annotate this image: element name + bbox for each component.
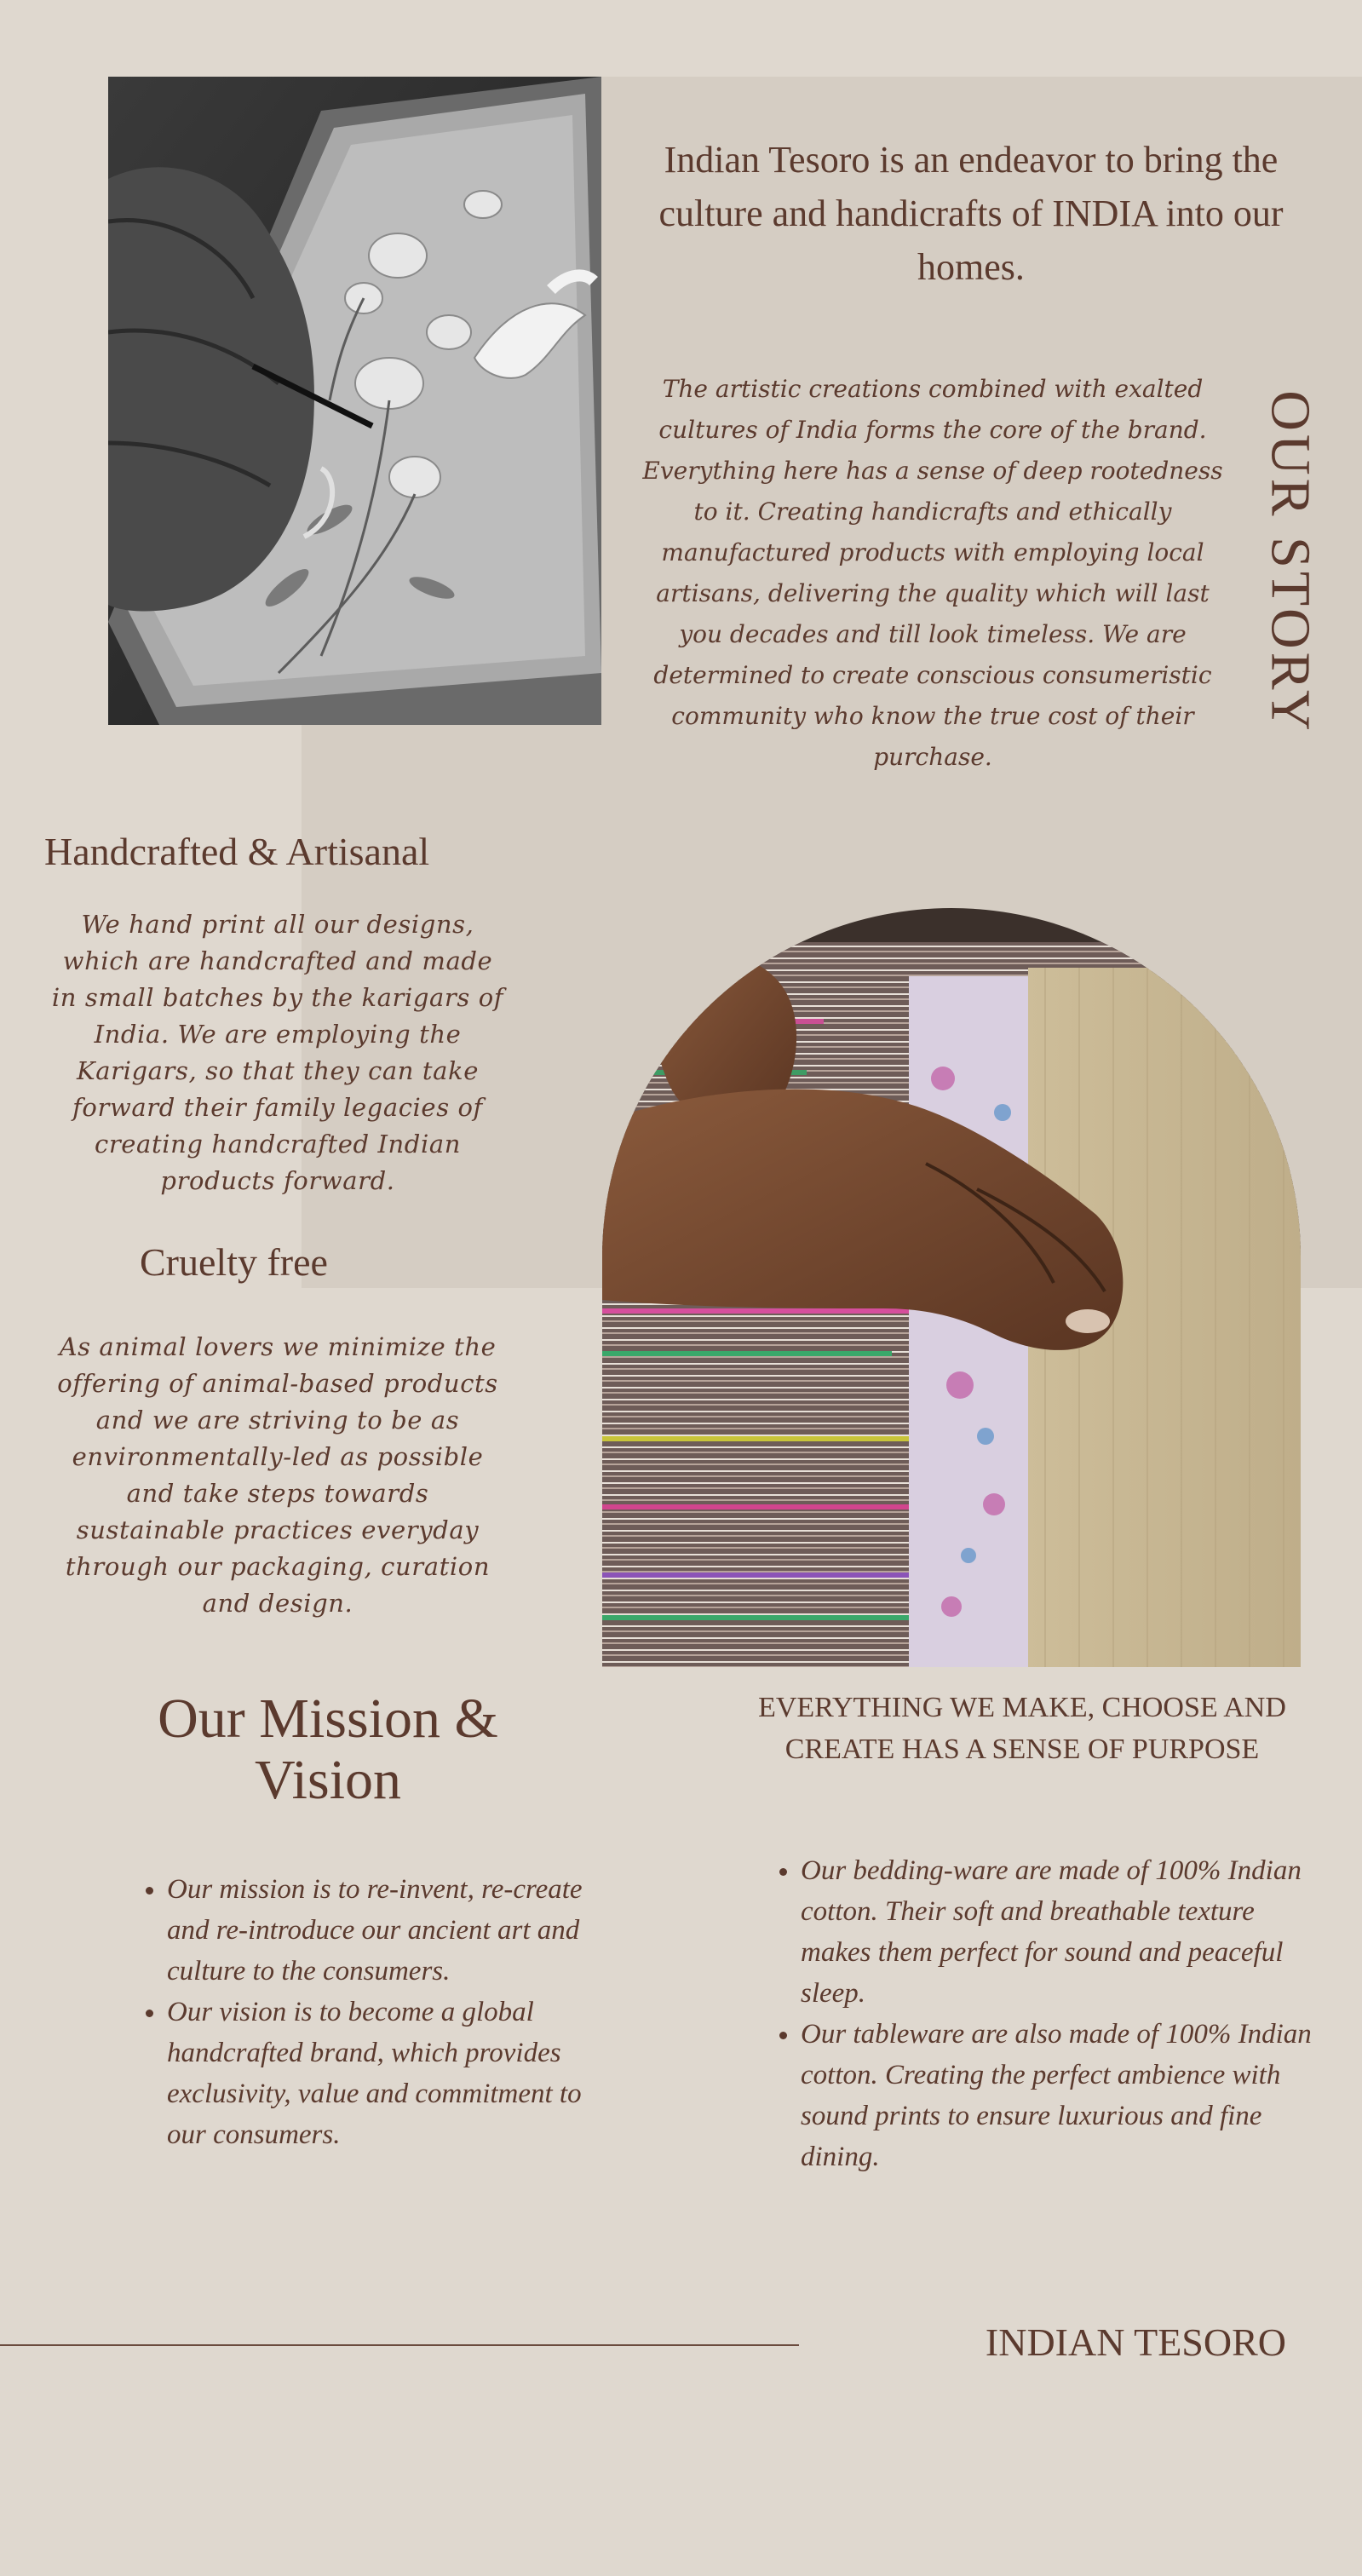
handcrafted-heading: Handcrafted & Artisanal [44, 830, 430, 873]
mission-item: • Our mission is to re-invent, re-create and re-introduce our ancient art and culture to the consumers. [167, 1869, 627, 1992]
purpose-heading: EVERYTHING WE MAKE, CHOOSE AND CREATE HAS A SENSE OF PURPOSE [758, 1692, 1286, 1765]
cruelty-free-paragraph: As animal lovers we minimize the offering of animal-based products and we are striving to be as environmentally-led as possible and take steps towards sustainable practices everyday through our packaging, curation and design. [57, 1332, 498, 1618]
intro-heading: Indian Tesoro is an endeavor to bring the culture and handicrafts of INDIA into our homes. [658, 139, 1284, 288]
weaving-loom-photo [602, 908, 1301, 1667]
handcrafted-paragraph: We hand print all our designs, which are handcrafted and made in small batches by the karigars of India. We are employing the Karigars, so that they can take forward their family legacies of creating handcrafted Indian products forward. [51, 910, 504, 1195]
our-story-vertical-title [1227, 358, 1354, 767]
mission-vision-heading: Our Mission & Vision [158, 1688, 498, 1811]
tableware-item: • Our tableware are also made of 100% Indian cotton. Creating the perfect ambience with sound prints to ensure luxurious and fine dining. [801, 2014, 1312, 2177]
intro-paragraph: The artistic creations combined with exalted cultures of India forms the core of the brand. Everything here has a sense of deep rootedness to it. Creating handicrafts and ethically manufactured products with employing local artisans, delivering the quality which will last you decades and till look timeless. We are determined to create conscious consumeristic community who know the true cost of their purchase. [642, 375, 1223, 771]
products-list [777, 1850, 1312, 2177]
our-story-title-text: OUR STORY [1260, 390, 1323, 734]
footer-divider [0, 2344, 799, 2346]
mission-list [143, 1869, 627, 2155]
miniature-painting-photo [108, 77, 601, 725]
vision-item: • Our vision is to become a global handcrafted brand, which provides exclusivity, value and commitment to our consumers. [167, 1992, 627, 2155]
bedding-item: • Our bedding-ware are made of 100% Indian cotton. Their soft and breathable texture makes them perfect for sound and peaceful sleep. [801, 1850, 1312, 2014]
cruelty-free-heading: Cruelty free [140, 1240, 328, 1284]
footer-brand-name: INDIAN TESORO [985, 2320, 1286, 2364]
